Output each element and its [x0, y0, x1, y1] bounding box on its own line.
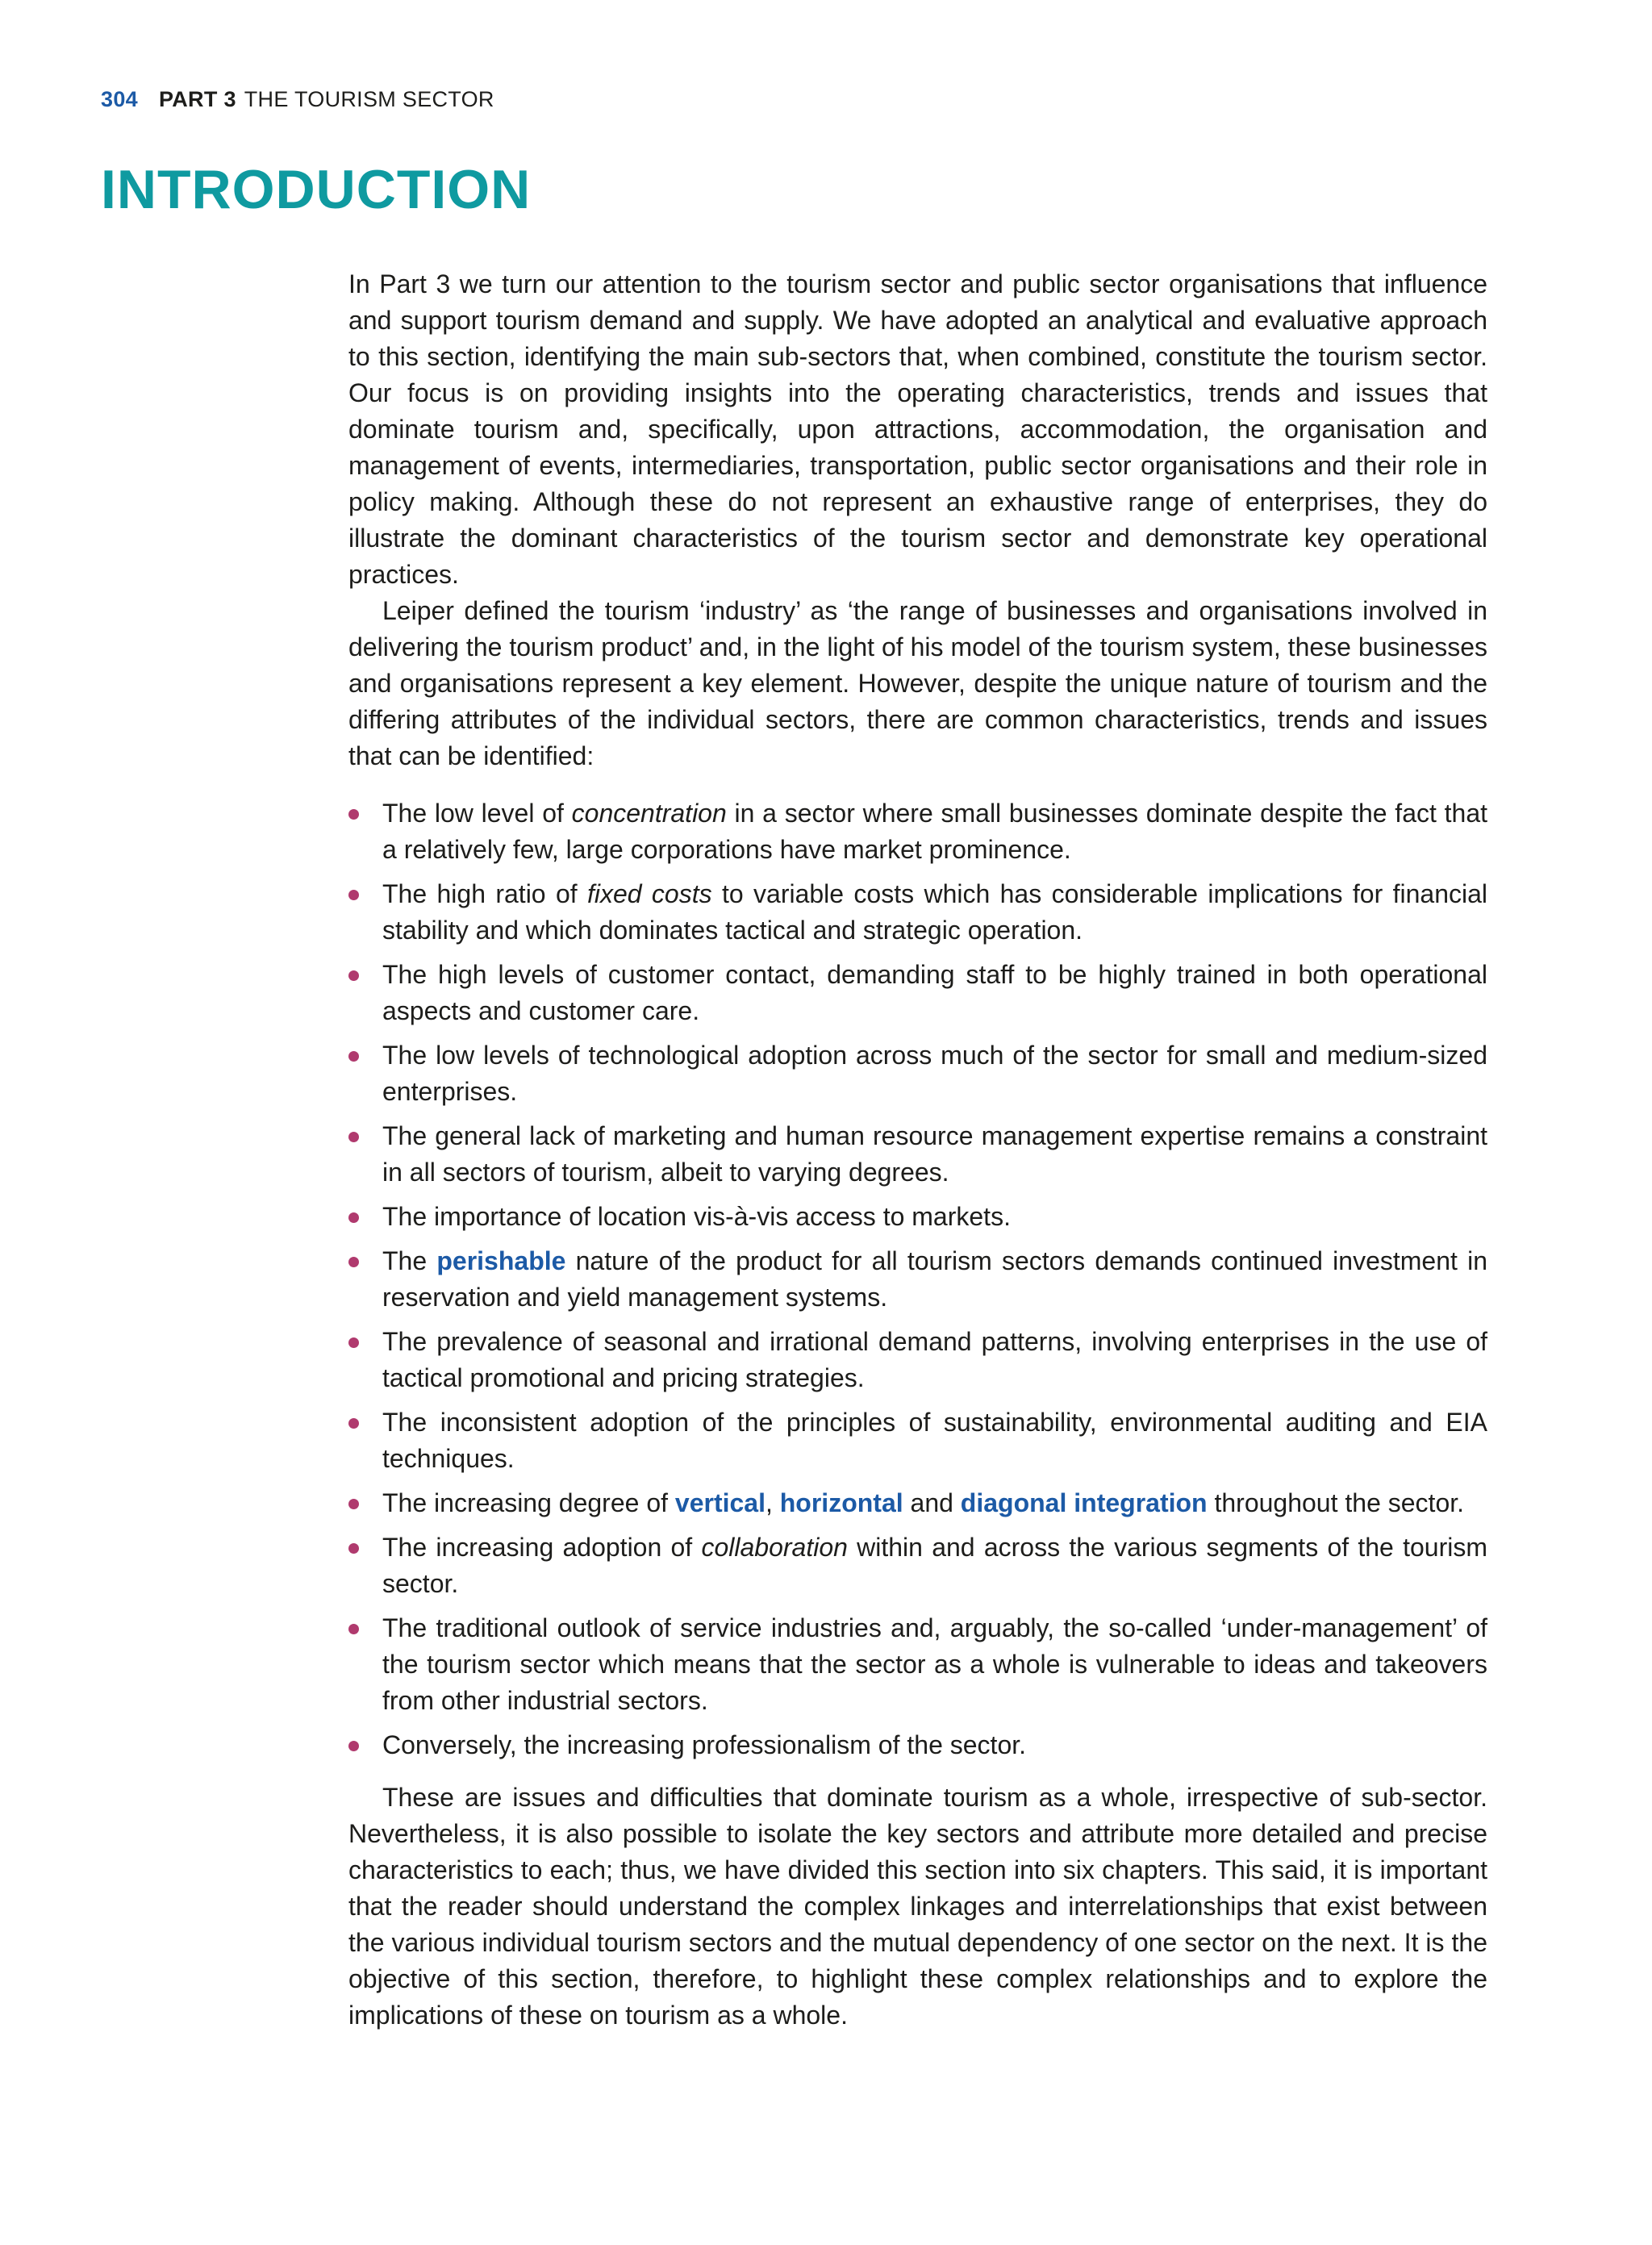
emphasis-term: collaboration [701, 1533, 848, 1562]
bullet-icon [348, 970, 359, 981]
list-item-text: The increasing degree of [382, 1488, 675, 1517]
list-item [348, 1037, 1487, 1110]
list-item [348, 1404, 1487, 1477]
list-item-text: , [765, 1488, 780, 1517]
list-item-text: to variable costs which has considerable implications for financial stability and which dominates tactical and strategic operation. [382, 879, 1488, 945]
list-item-text: The inconsistent adoption of the principles of sustainability, environmental auditing and EIA techniques. [382, 1408, 1487, 1473]
list-item-text: nature of the product for all tourism sectors demands continued investment in reservation and yield management systems. [382, 1246, 1488, 1312]
list-item [348, 795, 1487, 868]
list-item [348, 1610, 1487, 1719]
list-item-text: The prevalence of seasonal and irrational demand patterns, involving enterprises in the use of tactical promotional and pricing strategies. [382, 1327, 1487, 1392]
list-item [348, 1243, 1487, 1316]
bullet-icon [348, 1132, 359, 1142]
list-item-text: The low level of [382, 799, 572, 828]
list-item-text: The high levels of customer contact, demanding staff to be highly trained in both operational aspects and customer care. [382, 960, 1487, 1025]
bullet-icon [348, 1543, 359, 1554]
list-item [348, 1529, 1487, 1602]
list-item-text: The low levels of technological adoption across much of the sector for small and medium-sized enterprises. [382, 1041, 1487, 1106]
list-item [348, 1324, 1487, 1396]
list-item-text: The increasing adoption of [382, 1533, 702, 1562]
list-item-text: The general lack of marketing and human resource management expertise remains a constraint in all sectors of tourism, albeit to varying degrees. [382, 1121, 1487, 1187]
bullet-icon [348, 1257, 359, 1267]
keyword-link-diagonal-integration[interactable]: diagonal integration [960, 1488, 1208, 1517]
bullet-icon [348, 1212, 359, 1223]
running-head [101, 87, 494, 112]
list-item [348, 1727, 1487, 1763]
characteristics-list [348, 795, 1487, 1763]
bullet-icon [348, 1418, 359, 1429]
list-item [348, 1485, 1487, 1521]
list-item-text: The traditional outlook of service industries and, arguably, the so-called ‘under-management’ of the tourism sector which means that the sector as a whole is vulnerable to ideas and takeovers from other industrial sectors. [382, 1613, 1487, 1715]
emphasis-term: concentration [571, 799, 727, 828]
bullet-icon [348, 1337, 359, 1348]
list-item-text: The [382, 1246, 437, 1275]
list-item [348, 957, 1487, 1029]
list-item-text: within and across the various segments of the tourism sector. [382, 1533, 1488, 1598]
leiper-paragraph: Leiper defined the tourism ‘industry’ as ‘the range of businesses and organisations involved in delivering the tourism product’ and, in the light of his model of the tourism system, these businesses and organisations represent a key element. However, despite the unique nature of tourism and the differing attributes of the individual sectors, there are common characteristics, trends and issues that can be identified: [348, 596, 1487, 770]
bullet-icon [348, 1741, 359, 1751]
list-item-text: in a sector where small businesses dominate despite the fact that a relatively few, large corporations have market prominence. [382, 799, 1488, 864]
list-item [348, 1118, 1487, 1191]
keyword-link-horizontal[interactable]: horizontal [779, 1488, 903, 1517]
list-item [348, 1199, 1487, 1235]
closing-paragraph: These are issues and difficulties that dominate tourism as a whole, irrespective of sub-sector. Nevertheless, it is also possible to isolate the key sectors and attribute more detailed and precise characteristics to each; thus, we have divided this section into six chapters. This said, it is important that the reader should understand the complex linkages and interrelationships that exist between the various individual tourism sectors and the mutual dependency of one sector on the next. It is the objective of this section, therefore, to highlight these complex relationships and to explore the implications of these on tourism as a whole. [348, 1783, 1487, 2030]
intro-paragraph: In Part 3 we turn our attention to the tourism sector and public sector organisations that influence and support tourism demand and supply. We have adopted an analytical and evaluative approach to this section, identifying the main sub-sectors that, when combined, constitute the tourism sector. Our focus is on providing insights into the operating characteristics, trends and issues that dominate tourism and, specifically, upon attractions, accommodation, the organisation and management of events, intermediaries, transportation, public sector organisations and their role in policy making. Although these do not represent an exhaustive range of enterprises, they do illustrate the dominant characteristics of the tourism sector and demonstrate key operational practices. [348, 269, 1487, 589]
bullet-icon [348, 809, 359, 820]
page-title: INTRODUCTION [101, 159, 532, 220]
part-label: PART 3 [158, 87, 236, 111]
list-item-text: and [903, 1488, 961, 1517]
list-item-text: throughout the sector. [1207, 1488, 1465, 1517]
list-item-text: Conversely, the increasing professionalism of the sector. [382, 1730, 1027, 1759]
keyword-link-perishable[interactable]: perishable [436, 1246, 566, 1275]
bullet-icon [348, 1624, 359, 1634]
body-text [348, 266, 1487, 2034]
list-item-text: The importance of location vis-à-vis access to markets. [382, 1202, 1011, 1231]
bullet-icon [348, 1051, 359, 1062]
list-item [348, 876, 1487, 949]
page-number: 304 [101, 87, 138, 111]
keyword-link-vertical[interactable]: vertical [674, 1488, 766, 1517]
list-item-text: The high ratio of [382, 879, 587, 908]
emphasis-term: fixed costs [586, 879, 712, 908]
bullet-icon [348, 890, 359, 900]
bullet-icon [348, 1499, 359, 1509]
section-label: THE TOURISM SECTOR [244, 87, 494, 111]
